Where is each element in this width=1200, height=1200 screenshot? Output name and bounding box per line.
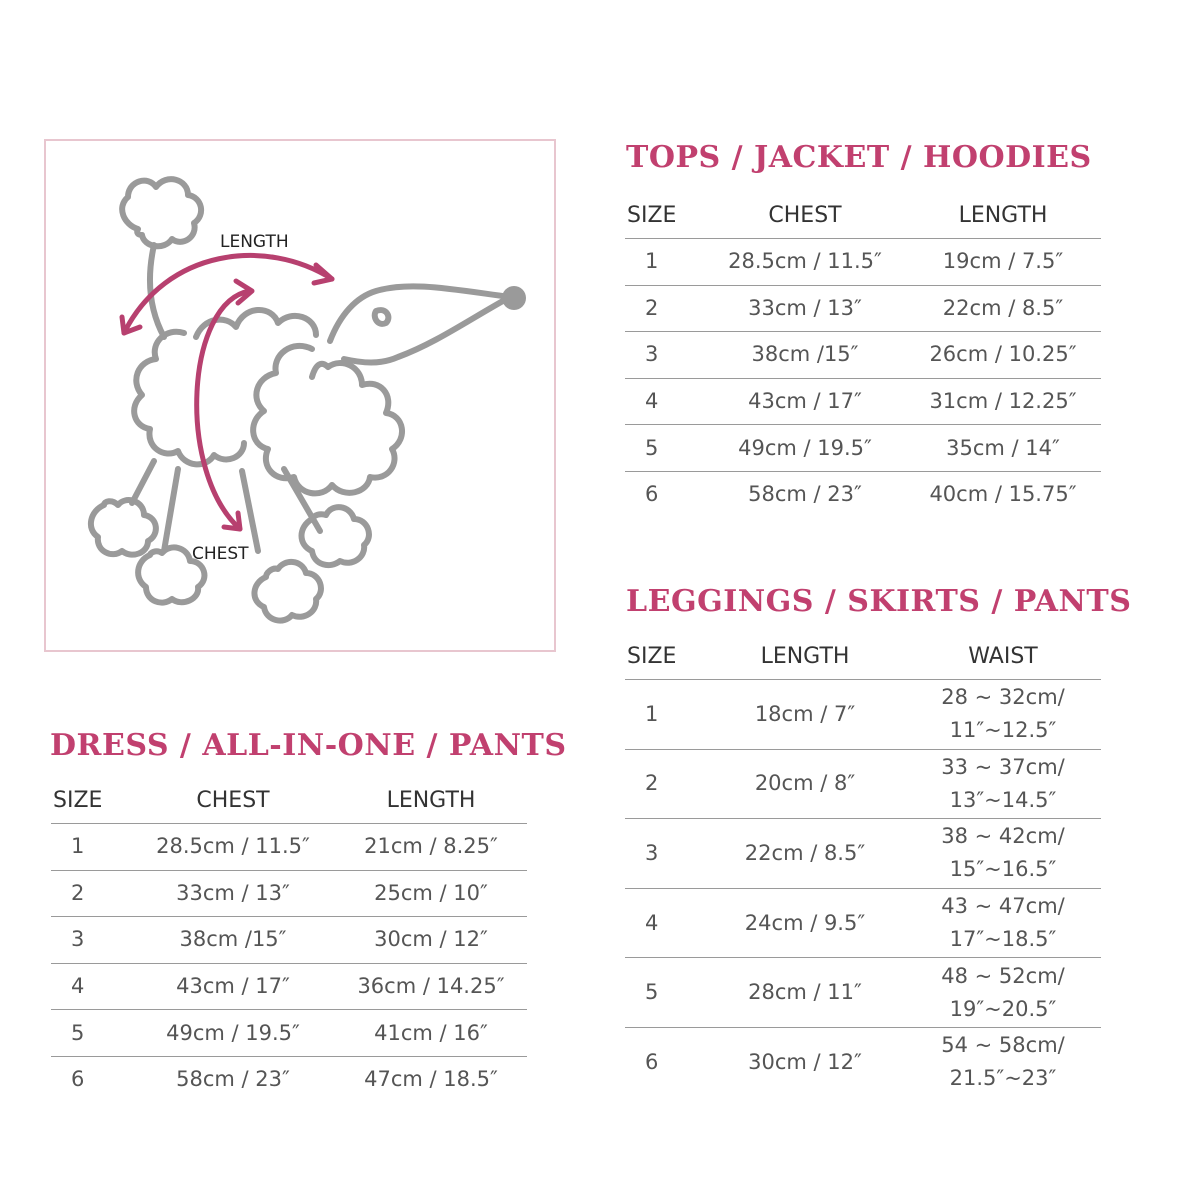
table-row: [625, 239, 1101, 286]
length-cell: 22cm / 8.5″: [705, 819, 905, 889]
length-arrow-head-right: [314, 265, 332, 283]
length-cell: 25cm / 10″: [335, 870, 527, 917]
waist-cm: 48 ~ 52cm/: [941, 963, 1065, 988]
size-header: SIZE: [625, 192, 705, 239]
chest-cell: 38cm /15″: [705, 332, 905, 379]
chest-cell: 43cm / 17″: [705, 378, 905, 425]
size-cell: 5: [51, 1010, 131, 1057]
length-cell: 28cm / 11″: [705, 958, 905, 1028]
chest-cell: 58cm / 23″: [748, 482, 862, 507]
tops-title: TOPS / JACKET / HOODIES: [626, 140, 1092, 175]
waist-in: 21.5″~23″: [949, 1066, 1057, 1091]
waist-in: 11″~12.5″: [949, 718, 1057, 743]
length-header: LENGTH: [335, 777, 527, 824]
table-row: [51, 1010, 527, 1057]
table-row: [51, 824, 527, 871]
size-cell: 1: [625, 680, 705, 750]
waist-in: 17″~18.5″: [949, 927, 1057, 952]
waist-cell: [905, 1027, 1101, 1096]
size-header: SIZE: [51, 777, 131, 824]
waist-cell: [905, 680, 1101, 750]
length-cell: 20cm / 8″: [705, 749, 905, 819]
length-cell: 41cm / 16″: [335, 1010, 527, 1057]
size-header: SIZE: [625, 633, 705, 680]
table-row: [625, 958, 1101, 1028]
size-cell: 5: [625, 958, 705, 1028]
waist-in: 13″~14.5″: [949, 787, 1057, 812]
table-header-row: [51, 777, 527, 824]
chest-cell: 33cm / 13″: [705, 285, 905, 332]
table-row: [51, 963, 527, 1010]
chest-cell: 33cm / 13″: [131, 870, 335, 917]
size-cell: 2: [51, 870, 131, 917]
size-cell: 3: [51, 917, 131, 964]
tail-pom: [122, 179, 201, 246]
table-row: [625, 471, 1101, 517]
waist-cell: [905, 888, 1101, 958]
measurement-diagram: [44, 139, 556, 652]
chest-cell: 28.5cm / 11.5″: [131, 824, 335, 871]
tops-size-table: [625, 192, 1101, 518]
leggings-title: LEGGINGS / SKIRTS / PANTS: [626, 584, 1132, 619]
chest-cell: 38cm /15″: [131, 917, 335, 964]
chest-cell: 58cm / 23″: [176, 1067, 290, 1092]
back-leg-left: [132, 461, 154, 503]
size-cell: 5: [625, 425, 705, 472]
waist-cm: 33 ~ 37cm/: [941, 754, 1065, 779]
size-cell: 1: [625, 239, 705, 286]
waist-cell: [905, 819, 1101, 889]
waist-cell: [905, 749, 1101, 819]
dress-title: DRESS / ALL-IN-ONE / PANTS: [50, 728, 567, 763]
leggings-size-table: [625, 633, 1101, 1097]
chest-cell: 43cm / 17″: [131, 963, 335, 1010]
size-cell: 3: [625, 819, 705, 889]
foot-pom-1: [91, 500, 156, 555]
size-cell: 6: [645, 482, 659, 507]
table-row: [625, 378, 1101, 425]
waist-cell: [905, 958, 1101, 1028]
table-header-row: [625, 192, 1101, 239]
length-cell: 22cm / 8.5″: [905, 285, 1101, 332]
size-cell: 3: [625, 332, 705, 379]
waist-in: 15″~16.5″: [949, 857, 1057, 882]
chest-cell: 28.5cm / 11.5″: [705, 239, 905, 286]
size-cell: 6: [71, 1067, 85, 1092]
back-leg-right: [164, 469, 178, 551]
chest-label: CHEST: [192, 544, 249, 564]
dress-size-table: [51, 777, 527, 1103]
size-cell: 6: [645, 1049, 659, 1074]
length-label: LENGTH: [220, 232, 289, 252]
table-row: [625, 1027, 1101, 1096]
poodle-measurement-icon: [46, 141, 558, 654]
waist-cm: 38 ~ 42cm/: [941, 824, 1065, 849]
nose-dot: [502, 286, 526, 310]
length-cell: 35cm / 14″: [905, 425, 1101, 472]
length-cell: 19cm / 7.5″: [905, 239, 1101, 286]
length-cell: 36cm / 14.25″: [335, 963, 527, 1010]
table-row: [51, 1056, 527, 1102]
waist-cm: 28 ~ 32cm/: [941, 685, 1065, 710]
waist-in: 19″~20.5″: [949, 996, 1057, 1021]
chest-header: CHEST: [705, 192, 905, 239]
front-leg-left: [242, 471, 258, 551]
rear-fluff: [134, 332, 244, 465]
foot-pom-4: [254, 562, 321, 621]
head: [330, 286, 510, 362]
table-row: [625, 425, 1101, 472]
length-cell: 31cm / 12.25″: [905, 378, 1101, 425]
size-cell: 1: [51, 824, 131, 871]
table-row: [625, 749, 1101, 819]
chest-header: CHEST: [131, 777, 335, 824]
length-cell: 18cm / 7″: [705, 680, 905, 750]
ear-curl: [375, 310, 389, 324]
size-cell: 4: [625, 888, 705, 958]
size-cell: 4: [625, 378, 705, 425]
waist-cm: 54 ~ 58cm/: [941, 1033, 1065, 1058]
table-row: [51, 917, 527, 964]
table-header-row: [625, 633, 1101, 680]
length-header: LENGTH: [705, 633, 905, 680]
size-cell: 2: [625, 285, 705, 332]
table-row: [625, 819, 1101, 889]
waist-header: WAIST: [905, 633, 1101, 680]
chest-cell: 49cm / 19.5″: [131, 1010, 335, 1057]
length-cell: 40cm / 15.75″: [929, 482, 1077, 507]
chest-fluff: [253, 346, 402, 494]
front-leg-right: [284, 469, 320, 531]
length-cell: 30cm / 12″: [335, 917, 527, 964]
length-cell: 24cm / 9.5″: [705, 888, 905, 958]
table-row: [625, 680, 1101, 750]
table-row: [625, 285, 1101, 332]
size-cell: 4: [51, 963, 131, 1010]
length-cell: 30cm / 12″: [748, 1049, 862, 1074]
length-cell: 21cm / 8.25″: [335, 824, 527, 871]
table-row: [625, 332, 1101, 379]
length-cell: 26cm / 10.25″: [905, 332, 1101, 379]
length-cell: 47cm / 18.5″: [364, 1067, 498, 1092]
size-cell: 2: [625, 749, 705, 819]
foot-pom-3: [302, 507, 369, 565]
table-row: [51, 870, 527, 917]
waist-cm: 43 ~ 47cm/: [941, 894, 1065, 919]
chest-cell: 49cm / 19.5″: [705, 425, 905, 472]
length-header: LENGTH: [905, 192, 1101, 239]
table-row: [625, 888, 1101, 958]
